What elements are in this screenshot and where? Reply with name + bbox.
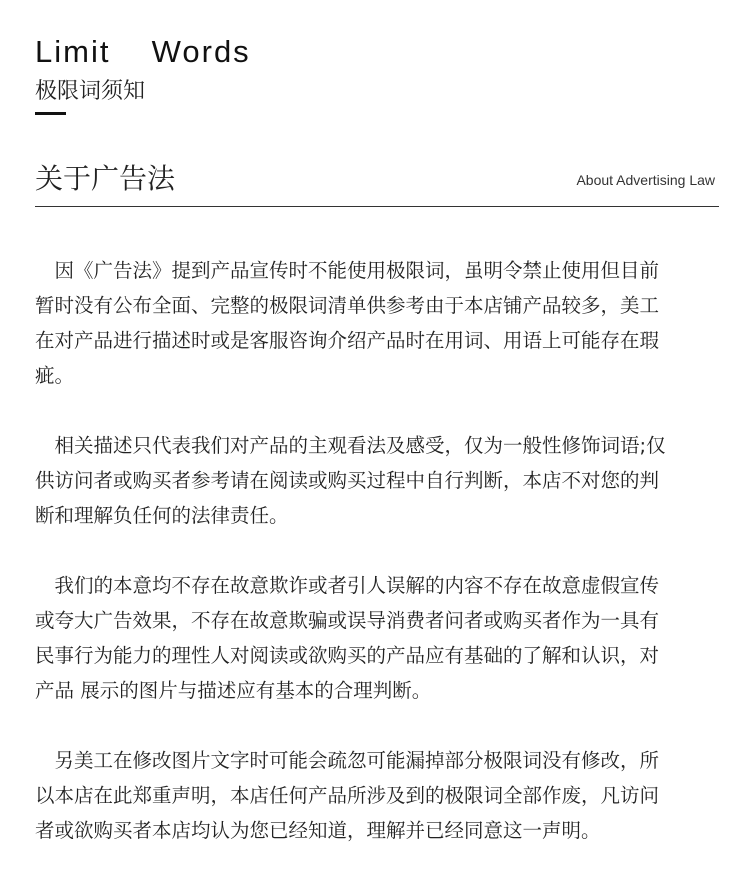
section-title: 关于广告法 [35, 162, 176, 195]
paragraph-line: 因《广告法》提到产品宣传时不能使用极限词，虽明令禁止使用但目前 [35, 259, 660, 282]
paragraph-line: 者或欲购买者本店均认为您已经知道，理解并已经同意这一声明。 [35, 819, 601, 842]
paragraph-line: 民事行为能力的理性人对阅读或欲购买的产品应有基础的了解和认识，对 [35, 644, 660, 667]
title-chinese: 极限词须知 [35, 79, 146, 104]
paragraph-line: 产品 展示的图片与描述应有基本的合理判断。 [35, 679, 432, 702]
title-english: Limit Words [35, 34, 251, 69]
paragraph-line: 或夸大广告效果，不存在故意欺骗或误导消费者问者或购买者作为一具有 [35, 609, 660, 632]
title-accent-bar [35, 112, 66, 115]
paragraph-line: 在对产品进行描述时或是客服咨询介绍产品时在用词、用语上可能存在瑕 [35, 329, 660, 352]
paragraph-line: 相关描述只代表我们对产品的主观看法及感受，仅为一般性修饰词语;仅 [35, 434, 666, 457]
paragraph-line: 以本店在此郑重声明，本店任何产品所涉及到的极限词全部作废，凡访问 [35, 784, 660, 807]
paragraph-line: 供访问者或购买者参考请在阅读或购买过程中自行判断，本店不对您的判 [35, 469, 660, 492]
paragraph [35, 568, 725, 708]
paragraph [35, 743, 725, 848]
paragraph [35, 253, 725, 393]
section-subtitle: About Advertising Law [576, 172, 715, 188]
paragraph [35, 428, 725, 533]
paragraph-line: 疵。 [35, 364, 75, 387]
section-divider [35, 206, 719, 207]
paragraph-line: 暂时没有公布全面、完整的极限词清单供参考由于本店铺产品较多，美工 [35, 294, 660, 317]
paragraph-line: 断和理解负任何的法律责任。 [35, 504, 289, 527]
paragraph-line: 我们的本意均不存在故意欺诈或者引人误解的内容不存在故意虚假宣传 [35, 574, 660, 597]
paragraph-line: 另美工在修改图片文字时可能会疏忽可能漏掉部分极限词没有修改，所 [35, 749, 660, 772]
disclaimer-body [35, 253, 725, 883]
